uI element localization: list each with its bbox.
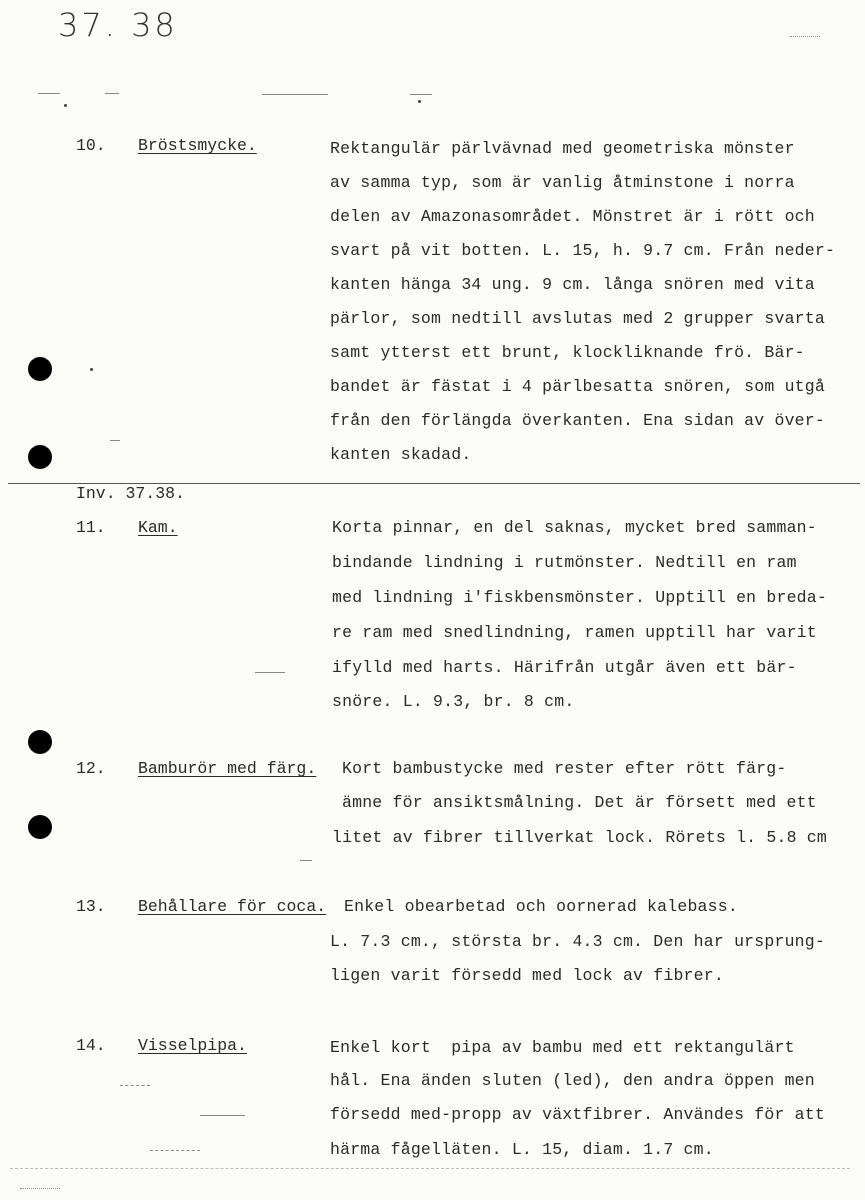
scan-mark — [105, 93, 119, 94]
punch-hole — [28, 445, 52, 469]
description-line: ämne för ansiktsmålning. Det är försett med ett — [342, 793, 817, 812]
entry-title: Kam. — [138, 518, 178, 537]
scan-mark — [120, 1085, 150, 1086]
punch-hole — [28, 730, 52, 754]
scan-mark — [150, 1150, 200, 1151]
description-line: re ram med snedlindning, ramen upptill har varit — [332, 623, 817, 642]
scan-mark — [262, 94, 328, 95]
scan-speck — [64, 104, 67, 107]
entry-number: 11. — [76, 518, 106, 537]
description-line: med lindning i'fiskbensmönster. Upptill en breda- — [332, 588, 827, 607]
description-line: L. 7.3 cm., största br. 4.3 cm. Den har ursprung- — [330, 932, 825, 951]
inventory-label: Inv. 37.38. — [76, 484, 185, 503]
punch-hole — [28, 815, 52, 839]
description-line: hål. Ena änden sluten (led), den andra öppen men — [330, 1071, 815, 1090]
entry-number: 13. — [76, 897, 106, 916]
scan-mark — [38, 93, 60, 94]
page-number-header: 37. 38 — [58, 6, 178, 44]
description-line: bandet är fästat i 4 pärlbesatta snören, som utgå — [330, 377, 825, 396]
description-line: kanten hänga 34 ung. 9 cm. långa snören med vita — [330, 275, 815, 294]
description-line: försedd med-propp av växtfibrer. Användes för att — [330, 1105, 825, 1124]
entry-title: Bamburör med färg. — [138, 759, 317, 778]
description-line: pärlor, som nedtill avslutas med 2 grupper svarta — [330, 309, 825, 328]
description-line: litet av fibrer tillverkat lock. Rörets l. 5.8 cm — [332, 828, 827, 847]
scan-mark — [300, 860, 312, 861]
entry-number: 10. — [76, 136, 106, 155]
description-line: delen av Amazonasområdet. Mönstret är i rött och — [330, 207, 815, 226]
description-line: svart på vit botten. L. 15, h. 9.7 cm. Från neder- — [330, 241, 836, 260]
description-line: Korta pinnar, en del saknas, mycket bred samman- — [332, 518, 817, 537]
description-line: härma fågelläten. L. 15, diam. 1.7 cm. — [330, 1140, 714, 1159]
description-line: samt ytterst ett brunt, klockliknande frö. Bär- — [330, 343, 805, 362]
description-line: Enkel obearbetad och oornerad kalebass. — [344, 897, 738, 916]
entry-title: Behållare för coca. — [138, 897, 327, 916]
scan-mark — [200, 1115, 245, 1116]
scan-mark — [255, 672, 285, 673]
entry-number: 12. — [76, 759, 106, 778]
description-line: av samma typ, som är vanlig åtminstone i norra — [330, 173, 795, 192]
scan-mark — [20, 1188, 60, 1189]
scan-mark — [410, 94, 432, 95]
description-line: kanten skadad. — [330, 445, 472, 464]
description-line: bindande lindning i rutmönster. Nedtill en ram — [332, 553, 797, 572]
scan-mark — [110, 440, 120, 441]
description-line: ligen varit försedd med lock av fibrer. — [330, 966, 724, 985]
description-line: Enkel kort pipa av bambu med ett rektangulärt — [330, 1038, 795, 1057]
scan-speck — [418, 100, 421, 103]
scan-mark — [790, 36, 820, 37]
entry-title: Bröstsmycke. — [138, 136, 257, 155]
scan-mark — [10, 1168, 850, 1169]
description-line: från den förlängda överkanten. Ena sidan av över- — [330, 411, 825, 430]
description-line: Kort bambustycke med rester efter rött färg- — [342, 759, 787, 778]
description-line: snöre. L. 9.3, br. 8 cm. — [332, 692, 575, 711]
entry-title: Visselpipa. — [138, 1036, 247, 1055]
description-line: ifylld med harts. Härifrån utgår även ett bär- — [332, 658, 797, 677]
punch-hole — [28, 357, 52, 381]
scan-speck — [90, 368, 93, 371]
entry-number: 14. — [76, 1036, 106, 1055]
description-line: Rektangulär pärlvävnad med geometriska mönster — [330, 139, 795, 158]
